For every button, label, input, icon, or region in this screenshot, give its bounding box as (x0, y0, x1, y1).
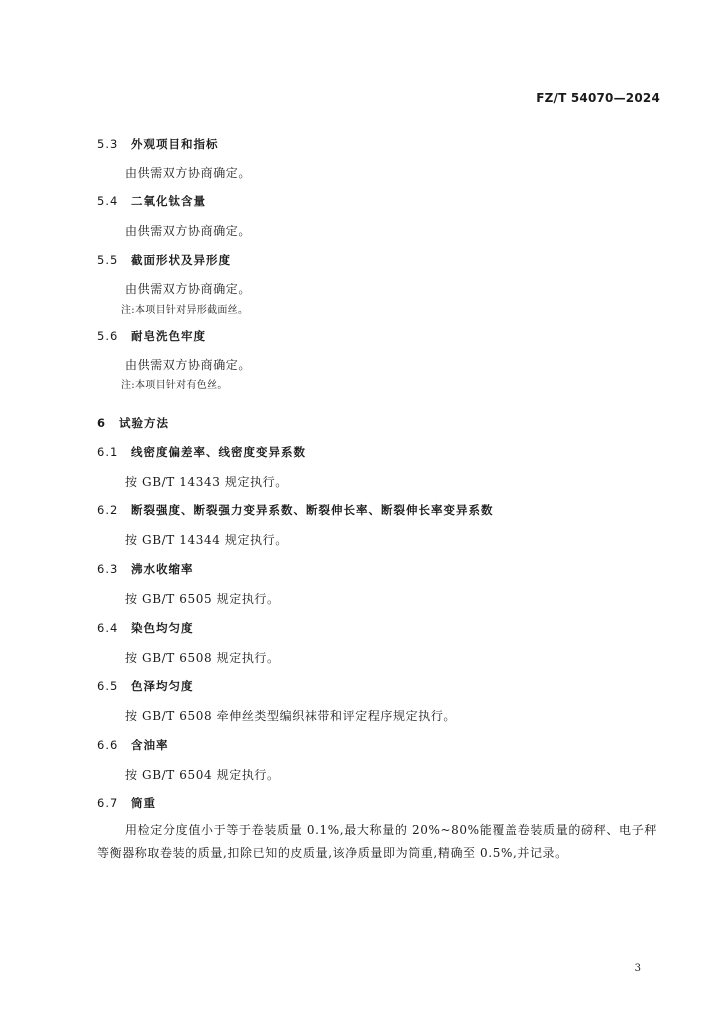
method-heading-6-4 (97, 620, 194, 636)
section-body: 由供需双方协商确定。 (125, 166, 252, 180)
chapter-heading-6 (97, 415, 169, 431)
section-body: 由供需双方协商确定。 (125, 224, 252, 238)
section-title: 含油率 (131, 738, 169, 752)
section-title: 线密度偏差率、线密度变异系数 (131, 445, 306, 459)
section-number: 6.5 (97, 679, 119, 693)
section-note: 注:本项目针对有色丝。 (121, 380, 228, 391)
method-body-paragraph: 用检定分度值小于等于卷装质量 0.1%,最大称量的 20%~80%能覆盖卷装质量的磅秤、电子秤等衡器称取卷装的质量,扣除已知的皮质量,该净质量即为筒重,精确至 0.5%,并记录。 (97, 823, 657, 860)
method-heading-6-5 (97, 678, 194, 694)
method-heading-6-6 (97, 737, 169, 753)
section-number: 6.6 (97, 738, 119, 752)
method-body: 按 GB/T 6508 牵伸丝类型编织袜带和评定程序规定执行。 (125, 709, 457, 723)
section-title: 断裂强度、断裂强力变异系数、断裂伸长率、断裂伸长率变异系数 (131, 503, 494, 517)
method-heading-6-7 (97, 795, 156, 811)
section-heading-5-5 (97, 252, 231, 268)
section-title: 沸水收缩率 (131, 562, 194, 576)
method-body: 按 GB/T 6508 规定执行。 (125, 651, 280, 665)
section-heading-5-4 (97, 193, 206, 209)
page-number: 3 (634, 963, 641, 974)
section-body: 由供需双方协商确定。 (125, 358, 252, 372)
section-title: 染色均匀度 (131, 621, 194, 635)
section-body: 由供需双方协商确定。 (125, 282, 252, 296)
section-note: 注:本项目针对异形截面丝。 (121, 305, 249, 316)
section-number: 5.5 (97, 253, 119, 267)
section-heading-5-6 (97, 328, 206, 344)
method-body: 按 GB/T 14344 规定执行。 (125, 533, 288, 547)
method-body: 按 GB/T 6505 规定执行。 (125, 592, 280, 606)
chapter-title: 试验方法 (119, 416, 169, 430)
section-title: 筒重 (131, 796, 156, 810)
section-number: 5.6 (97, 329, 119, 343)
section-heading-5-3 (97, 136, 219, 152)
method-body: 按 GB/T 6504 规定执行。 (125, 768, 280, 782)
section-title: 二氧化钛含量 (131, 194, 206, 208)
section-number: 5.3 (97, 137, 119, 151)
section-number: 6.3 (97, 562, 119, 576)
method-heading-6-1 (97, 444, 306, 460)
method-heading-6-2 (97, 502, 494, 518)
section-title: 耐皂洗色牢度 (131, 329, 206, 343)
section-number: 6.2 (97, 503, 119, 517)
section-title: 色泽均匀度 (131, 679, 194, 693)
section-title: 截面形状及异形度 (131, 253, 231, 267)
method-heading-6-3 (97, 561, 194, 577)
section-number: 5.4 (97, 194, 119, 208)
section-number: 6.1 (97, 445, 119, 459)
section-title: 外观项目和指标 (131, 137, 219, 151)
chapter-number: 6 (97, 416, 107, 430)
document-code: FZ/T 54070—2024 (536, 91, 660, 105)
section-number: 6.4 (97, 621, 119, 635)
method-body: 按 GB/T 14343 规定执行。 (125, 475, 288, 489)
section-number: 6.7 (97, 796, 119, 810)
